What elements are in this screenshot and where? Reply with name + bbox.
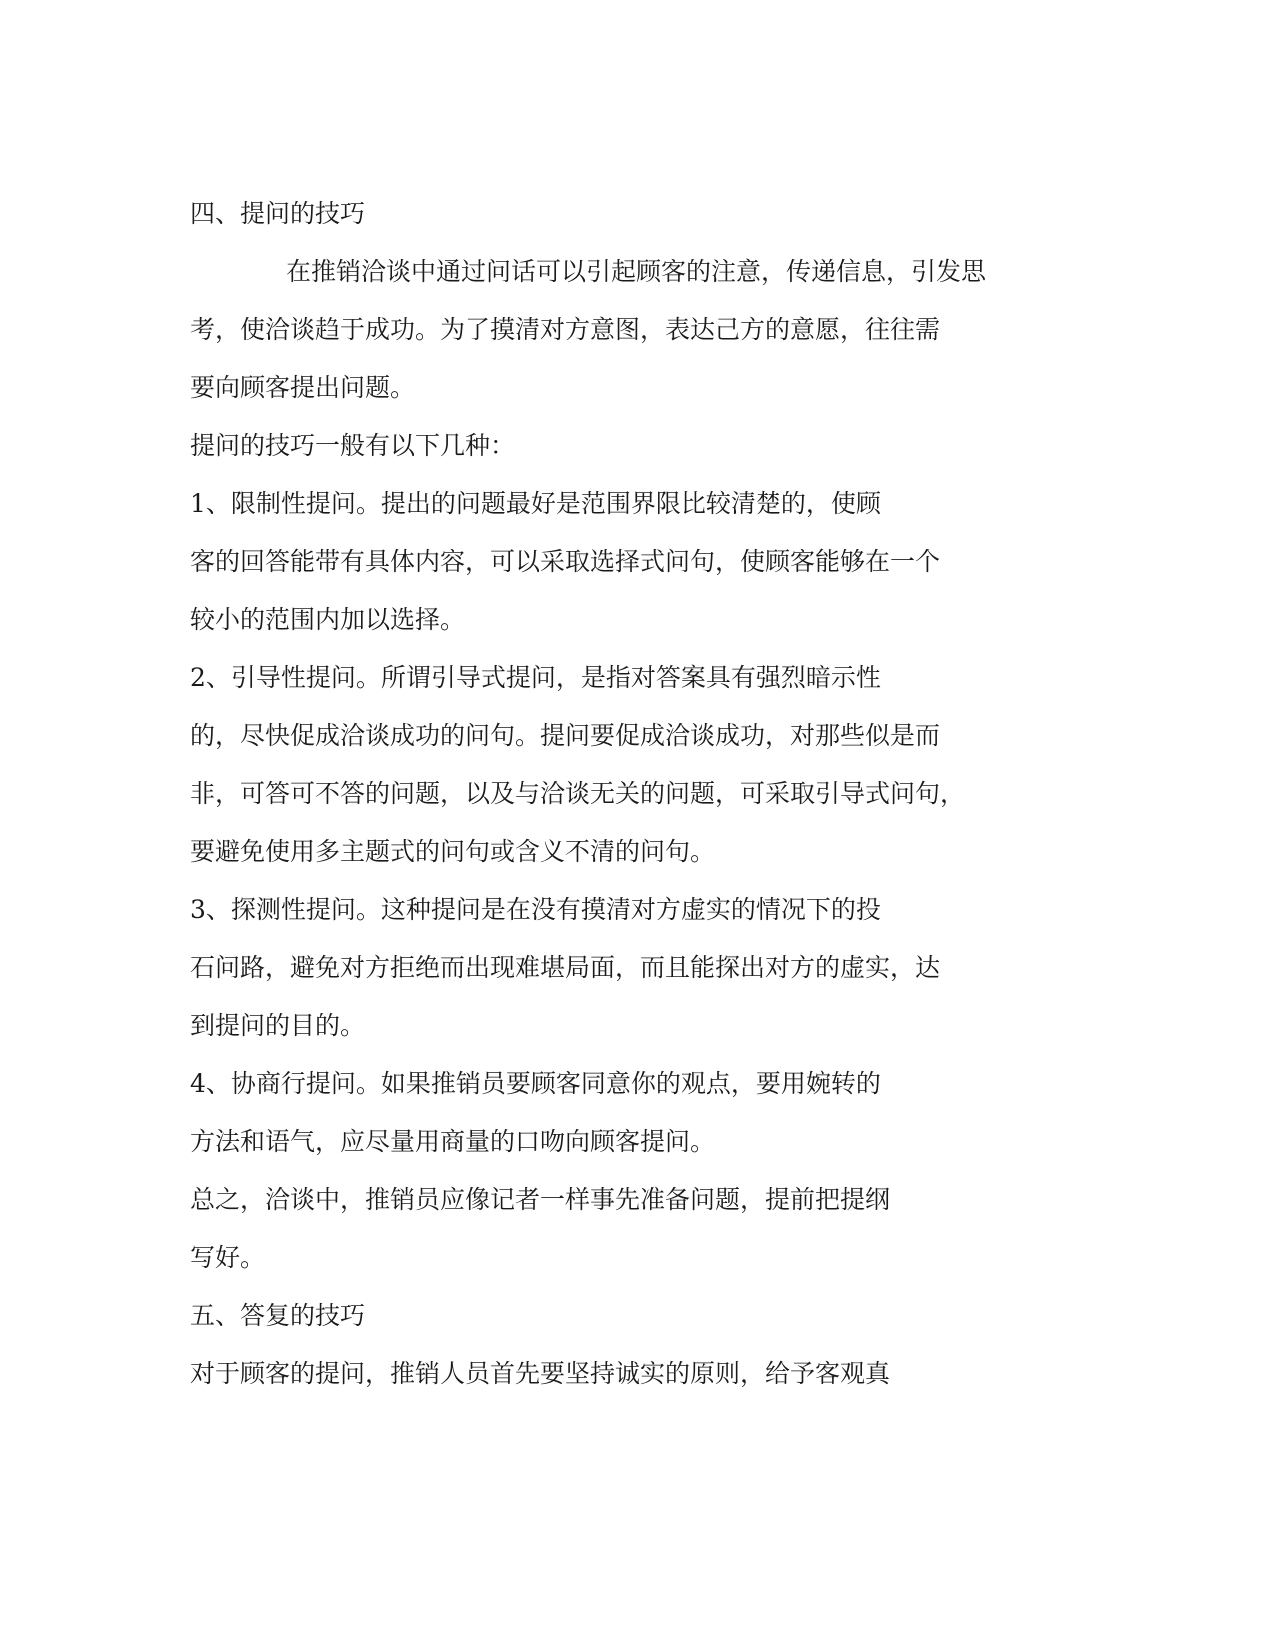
paragraph-line: 总之，洽谈中，推销员应像记者一样事先准备问题，提前把提纲 xyxy=(190,1185,891,1214)
paragraph-line: 写好。 xyxy=(190,1243,266,1272)
list-item-line: 3、探测性提问。这种提问是在没有摸清对方虚实的情况下的投 xyxy=(190,895,881,924)
list-item-line: 非，可答可不答的问题，以及与洽谈无关的问题，可采取引导式问句， xyxy=(190,779,966,808)
paragraph-line: 提问的技巧一般有以下几种： xyxy=(190,431,516,460)
list-item-line: 较小的范围内加以选择。 xyxy=(190,605,466,634)
paragraph-line: 要向顾客提出问题。 xyxy=(190,373,416,402)
paragraph-line: 对于顾客的提问，推销人员首先要坚持诚实的原则，给予客观真 xyxy=(190,1359,891,1388)
paragraph-line: 考，使洽谈趋于成功。为了摸清对方意图，表达己方的意愿，往往需 xyxy=(190,315,941,344)
list-item-line: 2、引导性提问。所谓引导式提问，是指对答案具有强烈暗示性 xyxy=(190,663,881,692)
list-item-line: 到提问的目的。 xyxy=(190,1011,366,1040)
list-item-line: 4、协商行提问。如果推销员要顾客同意你的观点，要用婉转的 xyxy=(190,1069,881,1098)
list-item-line: 方法和语气，应尽量用商量的口吻向顾客提问。 xyxy=(190,1127,716,1156)
list-item-line: 石问路，避免对方拒绝而出现难堪局面，而且能探出对方的虚实，达 xyxy=(190,953,941,982)
list-item-line: 要避免使用多主题式的问句或含义不清的问句。 xyxy=(190,837,716,866)
section-heading-questioning: 四、提问的技巧 xyxy=(190,199,366,228)
section-heading-answering: 五、答复的技巧 xyxy=(190,1301,366,1330)
list-item-line: 1、限制性提问。提出的问题最好是范围界限比较清楚的，使顾 xyxy=(190,489,881,518)
paragraph-line: 在推销洽谈中通过问话可以引起顾客的注意，传递信息，引发思 xyxy=(286,257,987,286)
list-item-line: 的，尽快促成洽谈成功的问句。提问要促成洽谈成功，对那些似是而 xyxy=(190,721,941,750)
list-item-line: 客的回答能带有具体内容，可以采取选择式问句，使顾客能够在一个 xyxy=(190,547,941,576)
